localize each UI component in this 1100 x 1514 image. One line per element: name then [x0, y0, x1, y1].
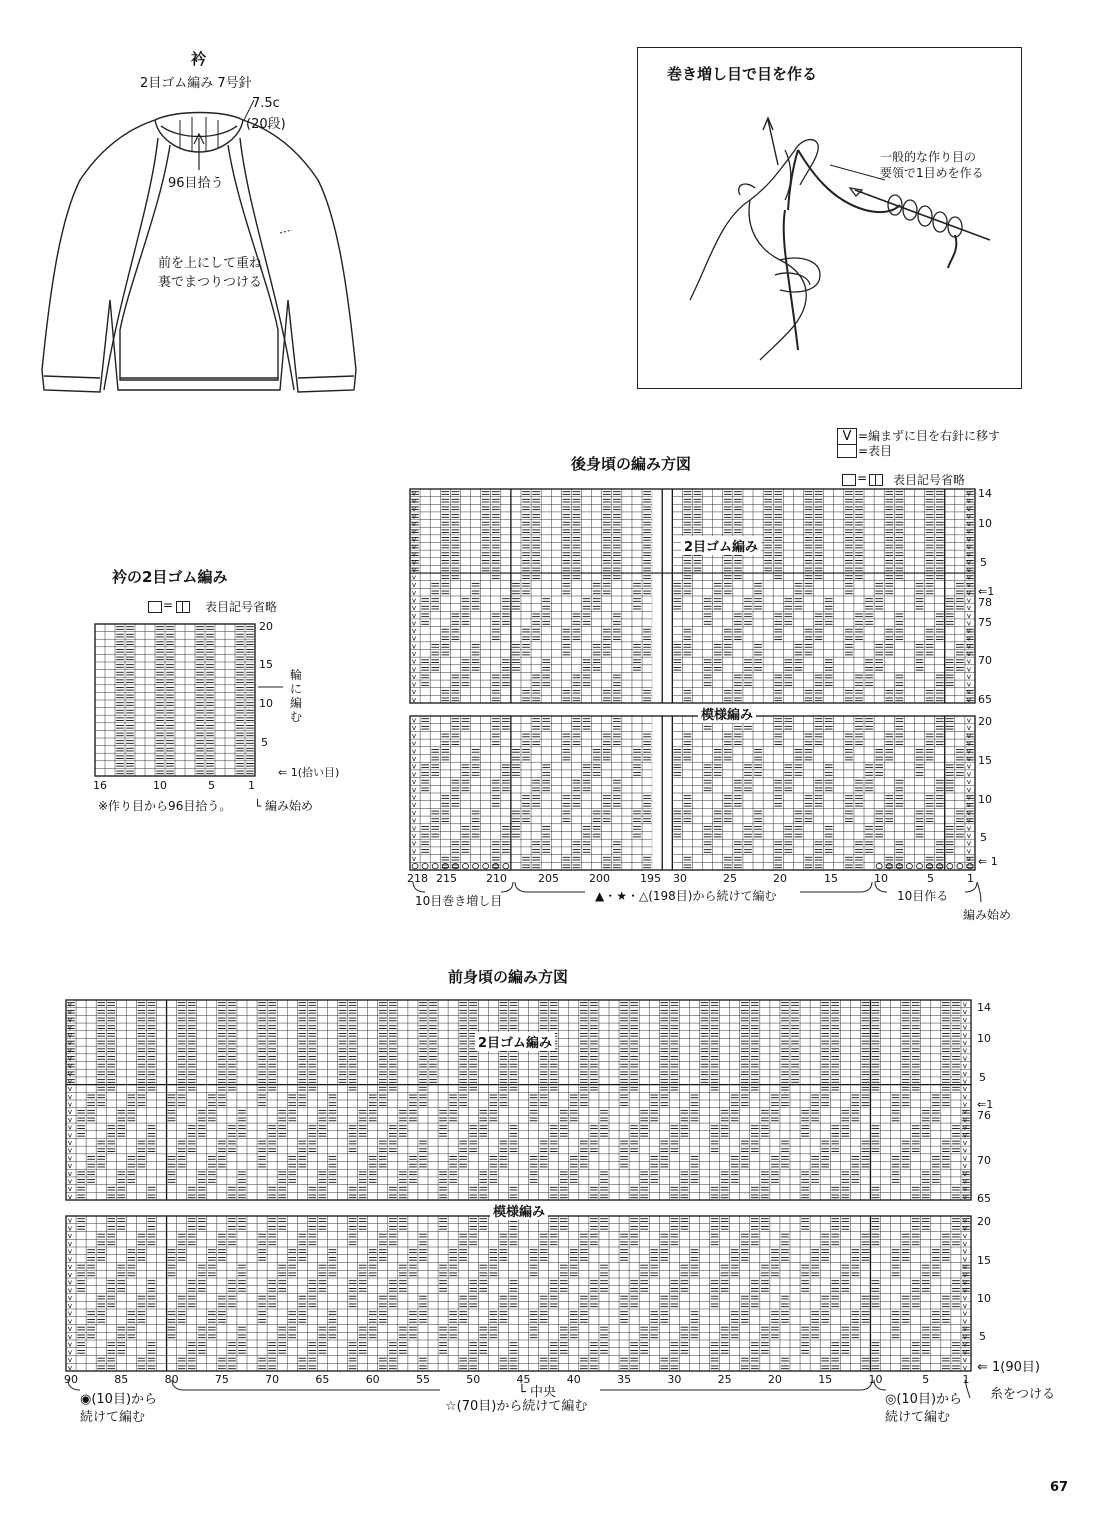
- svg-text:v: v: [966, 754, 972, 764]
- svg-text:v: v: [411, 777, 417, 787]
- svg-text:v: v: [411, 823, 417, 833]
- collar-row-1-text: 1(拾い目): [290, 766, 340, 779]
- svg-text:v: v: [966, 823, 972, 833]
- svg-text:v: v: [411, 587, 417, 597]
- collar-pickup: 96目拾う: [168, 176, 224, 191]
- back-row-1-top-text: 1: [987, 585, 995, 598]
- front-col-60: 60: [365, 1373, 380, 1386]
- svg-text:v: v: [966, 641, 972, 651]
- collar-start: └ 編み始め: [254, 799, 314, 813]
- back-note-left: 10目巻き増し目: [415, 894, 503, 908]
- svg-text:v: v: [966, 777, 972, 787]
- svg-text:v: v: [966, 792, 972, 802]
- cast-on-title: 巻き増し目で目を作る: [667, 65, 818, 83]
- svg-text:v: v: [411, 664, 417, 674]
- svg-text:v: v: [411, 526, 417, 536]
- back-row-5b: 5: [980, 831, 987, 844]
- svg-text:v: v: [966, 603, 972, 613]
- collar-row-10: 10: [259, 697, 273, 710]
- back-col-25: 25: [723, 872, 737, 885]
- hand-illustration: [680, 110, 980, 370]
- front-rib-grid: [66, 1000, 971, 1200]
- collar-col-1: 1: [248, 779, 255, 792]
- svg-text:v: v: [411, 633, 417, 643]
- svg-text:v: v: [411, 694, 417, 704]
- rib-blank-cell-icon: [148, 601, 162, 613]
- front-row-1-top-text: 1: [986, 1098, 994, 1111]
- svg-text:v: v: [966, 541, 972, 551]
- svg-text:v: v: [411, 738, 417, 748]
- back-row-78: 78: [978, 596, 992, 609]
- svg-text:v: v: [966, 580, 972, 590]
- back-col-30: 30: [673, 872, 687, 885]
- svg-text:v: v: [411, 769, 417, 779]
- front-col-45: 45: [516, 1373, 531, 1386]
- equals-sign: =: [857, 471, 868, 485]
- front-row-70: 70: [977, 1154, 991, 1167]
- svg-text:v: v: [411, 564, 417, 574]
- back-pattern-grid: [410, 716, 975, 870]
- collar-title: 衿: [191, 50, 207, 68]
- cast-on-note-2: 要領で1目めを作る: [880, 166, 984, 180]
- front-col-50: 50: [466, 1373, 481, 1386]
- svg-text:v: v: [966, 656, 972, 666]
- back-col-218: 218: [407, 872, 428, 885]
- collar-col-16: 16: [93, 779, 107, 792]
- collar-note-2: 裏でまつりつける: [158, 275, 263, 290]
- back-col-10: 10: [874, 872, 888, 885]
- front-attach: 糸をつける: [990, 1387, 1056, 1402]
- svg-text:v: v: [966, 769, 972, 779]
- svg-text:v: v: [411, 715, 417, 725]
- collar-rib-grid: [95, 624, 255, 776]
- front-row-1-bottom: ⇐ 1(90目): [977, 1360, 1040, 1375]
- back-title: 後身頃の編み方図: [571, 455, 692, 473]
- knit-cell-icon: [869, 474, 883, 486]
- svg-text:v: v: [966, 595, 972, 605]
- collar-col-5: 5: [208, 779, 215, 792]
- back-col-195: 195: [640, 872, 661, 885]
- front-row-1-top: ⇐1: [977, 1098, 994, 1111]
- slip-legend: =編まずに目を右針に移す: [858, 429, 1001, 443]
- back-col-5: 5: [927, 872, 934, 885]
- front-title: 前身頃の編み方図: [448, 968, 569, 986]
- back-start: 編み始め: [963, 908, 1012, 922]
- back-row-1-bottom: ⇐ 1: [978, 855, 998, 868]
- svg-text:v: v: [411, 511, 417, 521]
- collar-rib-title: 衿の2目ゴム編み: [112, 568, 228, 586]
- front-row-5b: 5: [979, 1330, 986, 1343]
- svg-text:v: v: [966, 715, 972, 725]
- back-col-1: 1: [967, 872, 974, 885]
- svg-text:v: v: [966, 730, 972, 740]
- back-col-15: 15: [824, 872, 838, 885]
- front-col-40: 40: [566, 1373, 581, 1386]
- svg-text:v: v: [411, 671, 417, 681]
- back-row-1-top: ⇐1: [978, 585, 995, 598]
- svg-text:v: v: [411, 626, 417, 636]
- svg-text:v: v: [966, 626, 972, 636]
- back-pattern-label: 模様編み: [698, 704, 756, 723]
- svg-text:v: v: [966, 511, 972, 521]
- front-col-65: 65: [315, 1373, 330, 1386]
- page-number: 67: [1050, 1480, 1069, 1495]
- svg-text:v: v: [966, 519, 972, 529]
- collar-note-1: 前を上にして重ね: [158, 256, 263, 271]
- sweater-sketch: [30, 90, 370, 410]
- back-note-right: 10目作る: [897, 889, 949, 903]
- rib-equals: =: [163, 598, 174, 612]
- front-col-1: 1: [962, 1373, 970, 1386]
- svg-text:v: v: [411, 618, 417, 628]
- collar-row-1: ⇐ 1(拾い目): [278, 766, 340, 779]
- svg-text:v: v: [966, 610, 972, 620]
- front-col-5: 5: [922, 1373, 930, 1386]
- svg-text:v: v: [966, 738, 972, 748]
- svg-text:v: v: [966, 503, 972, 513]
- svg-text:v: v: [411, 784, 417, 794]
- svg-text:v: v: [966, 694, 972, 704]
- svg-text:v: v: [966, 723, 972, 733]
- svg-text:v: v: [966, 618, 972, 628]
- front-pattern-grid: [66, 1216, 971, 1371]
- back-row-75: 75: [978, 616, 992, 629]
- svg-text:v: v: [411, 723, 417, 733]
- back-note-mid: ▲・★・△(198目)から続けて編む: [595, 889, 777, 903]
- rib-knit-cell-icon: [176, 601, 190, 613]
- front-col-15: 15: [818, 1373, 833, 1386]
- svg-text:v: v: [411, 656, 417, 666]
- back-col-20: 20: [773, 872, 787, 885]
- back-row-65: 65: [978, 693, 992, 706]
- front-note-right-2: 続けて編む: [885, 1410, 951, 1425]
- collar-spec: 2目ゴム編み 7号針: [140, 76, 252, 91]
- back-row-1-bottom-text: 1: [990, 855, 998, 868]
- svg-text:v: v: [966, 761, 972, 771]
- svg-text:v: v: [966, 564, 972, 574]
- front-col-20: 20: [767, 1373, 782, 1386]
- front-note-left-1: ◉(10目)から: [80, 1392, 158, 1407]
- svg-text:v: v: [966, 838, 972, 848]
- svg-text:v: v: [966, 587, 972, 597]
- collar-rows: (20段): [246, 117, 286, 132]
- front-col-70: 70: [265, 1373, 280, 1386]
- back-col-200: 200: [589, 872, 610, 885]
- front-row-76: 76: [977, 1109, 991, 1122]
- svg-text:v: v: [966, 679, 972, 689]
- front-row-10: 10: [977, 1032, 991, 1045]
- front-col-55: 55: [415, 1373, 430, 1386]
- svg-text:v: v: [411, 746, 417, 756]
- svg-text:v: v: [966, 488, 972, 498]
- front-row-14: 14: [977, 1001, 991, 1014]
- svg-text:v: v: [411, 641, 417, 651]
- slip-symbol: V: [838, 429, 856, 445]
- svg-text:v: v: [411, 595, 417, 605]
- svg-text:v: v: [411, 792, 417, 802]
- front-row-20: 20: [977, 1215, 991, 1228]
- front-note-right-1: ◎(10目)から: [885, 1392, 963, 1407]
- svg-text:v: v: [411, 541, 417, 551]
- cast-on-note-1: 一般的な作り目の: [880, 150, 977, 164]
- front-row-65: 65: [977, 1192, 991, 1205]
- front-col-25: 25: [717, 1373, 732, 1386]
- front-col-90: 90: [64, 1373, 79, 1386]
- collar-row-15: 15: [259, 658, 273, 671]
- back-row-10: 10: [978, 517, 992, 530]
- svg-text:v: v: [966, 746, 972, 756]
- back-rib-grid: [410, 489, 975, 703]
- back-row-15: 15: [978, 754, 992, 767]
- svg-text:v: v: [966, 831, 972, 841]
- front-rib-label: 2目ゴム編み: [475, 1032, 555, 1051]
- svg-text:v: v: [966, 633, 972, 643]
- collar-row-20: 20: [259, 620, 273, 633]
- svg-text:v: v: [966, 784, 972, 794]
- svg-text:v: v: [411, 549, 417, 559]
- svg-text:v: v: [411, 800, 417, 810]
- front-note-left-2: 続けて編む: [80, 1410, 146, 1425]
- svg-text:v: v: [966, 846, 972, 856]
- svg-text:v: v: [411, 572, 417, 582]
- svg-text:v: v: [411, 534, 417, 544]
- svg-text:v: v: [966, 664, 972, 674]
- svg-text:v: v: [411, 807, 417, 817]
- omit-legend: 表目記号省略: [893, 473, 966, 487]
- back-row-5: 5: [980, 556, 987, 569]
- back-col-205: 205: [538, 872, 559, 885]
- svg-text:v: v: [411, 648, 417, 658]
- svg-text:v: v: [966, 526, 972, 536]
- back-row-14: 14: [978, 487, 992, 500]
- svg-text:v: v: [966, 815, 972, 825]
- collar-side-note: 輪に編む: [290, 668, 303, 724]
- front-center: └ 中央: [518, 1385, 556, 1400]
- slip-symbol-box: [837, 428, 857, 458]
- back-row-10b: 10: [978, 793, 992, 806]
- svg-text:v: v: [966, 800, 972, 810]
- svg-text:v: v: [411, 846, 417, 856]
- svg-text:v: v: [411, 754, 417, 764]
- front-pattern-label: 模様編み: [490, 1201, 548, 1220]
- front-col-85: 85: [114, 1373, 129, 1386]
- front-col-10: 10: [868, 1373, 883, 1386]
- front-row-15: 15: [977, 1254, 991, 1267]
- rib-omit-legend: 表目記号省略: [205, 600, 278, 614]
- svg-text:v: v: [411, 557, 417, 567]
- collar-height: 7.5c: [252, 96, 280, 111]
- svg-text:v: v: [966, 687, 972, 697]
- front-row-10b: 10: [977, 1292, 991, 1305]
- svg-text:v: v: [411, 730, 417, 740]
- svg-text:v: v: [411, 815, 417, 825]
- front-col-30: 30: [667, 1373, 682, 1386]
- back-rib-label: 2目ゴム編み: [681, 536, 761, 555]
- svg-text:v: v: [966, 648, 972, 658]
- front-col-75: 75: [214, 1373, 229, 1386]
- svg-text:v: v: [966, 549, 972, 559]
- svg-text:v: v: [411, 687, 417, 697]
- svg-text:v: v: [966, 807, 972, 817]
- blank-cell-icon: [842, 474, 856, 486]
- svg-text:v: v: [966, 572, 972, 582]
- collar-col-10: 10: [153, 779, 167, 792]
- front-col-35: 35: [617, 1373, 632, 1386]
- collar-footnote: ※作り目から96目拾う。: [98, 799, 232, 813]
- front-note-mid: ☆(70目)から続けて編む: [445, 1399, 588, 1414]
- svg-text:v: v: [966, 854, 972, 864]
- svg-text:v: v: [411, 761, 417, 771]
- back-col-210: 210: [486, 872, 507, 885]
- back-row-70: 70: [978, 654, 992, 667]
- svg-text:v: v: [966, 496, 972, 506]
- svg-text:v: v: [411, 679, 417, 689]
- svg-text:v: v: [411, 488, 417, 498]
- svg-text:v: v: [411, 854, 417, 864]
- svg-text:v: v: [966, 671, 972, 681]
- svg-text:v: v: [411, 496, 417, 506]
- svg-text:v: v: [411, 519, 417, 529]
- svg-text:v: v: [966, 534, 972, 544]
- front-center-text: 中央: [529, 1385, 556, 1400]
- svg-text:v: v: [411, 603, 417, 613]
- svg-text:v: v: [411, 580, 417, 590]
- back-col-215: 215: [436, 872, 457, 885]
- svg-text:v: v: [411, 831, 417, 841]
- front-col-80: 80: [164, 1373, 179, 1386]
- svg-text:v: v: [966, 557, 972, 567]
- front-row-5: 5: [979, 1071, 986, 1084]
- knit-legend: =表目: [858, 444, 893, 458]
- back-row-20: 20: [978, 715, 992, 728]
- svg-text:v: v: [411, 838, 417, 848]
- side-note-bracket: [258, 652, 288, 722]
- front-row-1-bottom-text: 1(90目): [992, 1360, 1040, 1375]
- collar-row-5: 5: [261, 736, 268, 749]
- collar-start-text: 編み始め: [265, 799, 314, 813]
- svg-text:v: v: [411, 503, 417, 513]
- svg-text:v: v: [411, 610, 417, 620]
